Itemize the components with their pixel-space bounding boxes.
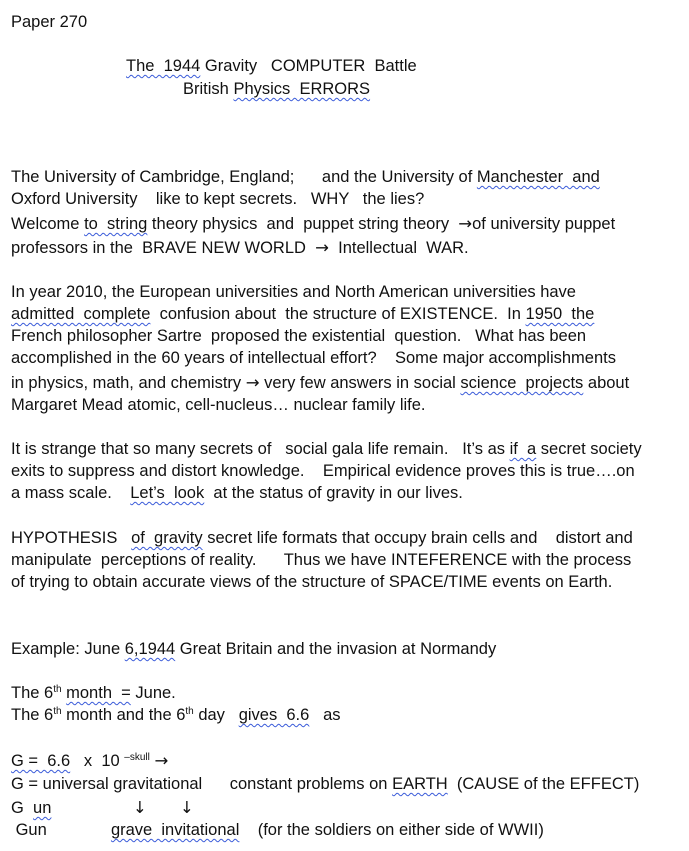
text: Intellectual WAR. bbox=[328, 239, 469, 257]
text: very few answers in social bbox=[259, 374, 461, 392]
spellcheck-underline: 6,1944 bbox=[124, 640, 176, 658]
spellcheck-underline: to string bbox=[84, 215, 148, 233]
paragraph-2-line-5 bbox=[11, 372, 629, 394]
text: x 10 bbox=[70, 752, 125, 770]
formula-line-2 bbox=[11, 773, 639, 795]
paragraph-2-line-1: In year 2010, the European universities and North American universities have bbox=[11, 283, 576, 301]
text: month and the 6 bbox=[61, 706, 186, 724]
text: at the status of gravity in our lives. bbox=[204, 484, 463, 502]
formula-line-4 bbox=[11, 819, 544, 841]
text: as bbox=[309, 706, 341, 724]
spellcheck-underline: if a bbox=[509, 440, 537, 458]
text: a mass scale. bbox=[11, 484, 131, 502]
text: day bbox=[193, 706, 239, 724]
spellcheck-underline: 1950 the bbox=[525, 305, 595, 323]
text: secret society bbox=[536, 440, 642, 458]
paragraph-3-line-3 bbox=[11, 482, 463, 504]
title-text: Gravity COMPUTER Battle bbox=[200, 57, 417, 75]
text: G bbox=[11, 799, 34, 817]
spellcheck-underline: month = bbox=[66, 684, 131, 702]
text: HYPOTHESIS bbox=[11, 529, 132, 547]
paragraph-2-line-3: French philosopher Sartre proposed the existential question. What has been bbox=[11, 327, 587, 345]
text: (for the soldiers on either side of WWII) bbox=[239, 821, 544, 839]
spellcheck-underline: Manchester and bbox=[476, 168, 600, 186]
text: secret life formats that occupy brain cells and distort and bbox=[202, 529, 633, 547]
text: professors in the BRAVE NEW WORLD bbox=[11, 239, 316, 257]
spellcheck-underline: of gravity bbox=[131, 529, 203, 547]
paragraph-3-line-2: exits to suppress and distort knowledge. Empirical evidence proves this is true….on bbox=[11, 462, 635, 480]
right-arrow-icon: → bbox=[315, 238, 329, 257]
document-title-line-2 bbox=[183, 78, 370, 100]
paragraph-4-line-3: of trying to obtain accurate views of the structure of SPACE/TIME events on Earth. bbox=[11, 573, 613, 591]
paragraph-4-line-2: manipulate perceptions of reality. Thus we have INTEFERENCE with the process bbox=[11, 551, 632, 569]
formula-line-1 bbox=[11, 750, 168, 772]
formula-line-3 bbox=[11, 797, 51, 819]
spellcheck-underline: Physics ERRORS bbox=[233, 80, 371, 98]
spellcheck-underline: admitted complete bbox=[11, 305, 151, 323]
paragraph-1-line-1 bbox=[11, 166, 600, 188]
paragraph-1-line-3 bbox=[11, 213, 615, 235]
text: Welcome bbox=[11, 215, 85, 233]
spellcheck-underline: un bbox=[33, 799, 52, 817]
paragraph-2-line-2 bbox=[11, 303, 594, 325]
month-line-2 bbox=[11, 704, 341, 726]
paragraph-4-line-1 bbox=[11, 527, 633, 549]
right-arrow-icon: → bbox=[458, 214, 473, 233]
down-arrow-icon: ↓ bbox=[180, 798, 194, 817]
down-arrow-icon: ↓ bbox=[133, 798, 147, 817]
right-arrow-icon: → bbox=[245, 373, 260, 392]
paragraph-2-line-4: accomplished in the 60 years of intellectual effort? Some major accomplishments bbox=[11, 349, 616, 367]
text: of university puppet bbox=[472, 215, 616, 233]
spellcheck-underline: G = 6.6 bbox=[11, 752, 71, 770]
paper-label: Paper 270 bbox=[11, 13, 88, 31]
text: G = universal gravitational constant problems on bbox=[11, 775, 393, 793]
text: It is strange that so many secrets of social gala life remain. It’s as bbox=[11, 440, 510, 458]
paragraph-1-line-2: Oxford University like to kept secrets. WHY the lies? bbox=[11, 190, 425, 208]
title-text: British bbox=[183, 80, 234, 98]
spellcheck-underline: gives 6.6 bbox=[238, 706, 310, 724]
spellcheck-underline: The 1944 bbox=[126, 57, 201, 75]
right-arrow-icon: → bbox=[154, 751, 169, 770]
text: Great Britain and the invasion at Normandy bbox=[175, 640, 497, 658]
text: theory physics and puppet string theory bbox=[147, 215, 459, 233]
text: about bbox=[583, 374, 630, 392]
text: The 6 bbox=[11, 684, 54, 702]
text: Example: June bbox=[11, 640, 125, 658]
spellcheck-underline: science projects bbox=[460, 374, 584, 392]
text: The 6 bbox=[11, 706, 54, 724]
document-title-line-1 bbox=[126, 55, 417, 77]
superscript: th bbox=[53, 706, 62, 717]
text: The University of Cambridge, England; and the University of bbox=[11, 168, 477, 186]
spellcheck-underline: EARTH bbox=[392, 775, 448, 793]
text: June. bbox=[130, 684, 176, 702]
example-line bbox=[11, 638, 496, 660]
text: confusion about the structure of EXISTENCE. In bbox=[150, 305, 526, 323]
superscript: th bbox=[53, 684, 62, 695]
paragraph-3-line-1 bbox=[11, 438, 642, 460]
superscript: –skull bbox=[124, 752, 150, 763]
spellcheck-underline: Let’s look bbox=[130, 484, 205, 502]
text: (CAUSE of the EFFECT) bbox=[447, 775, 640, 793]
spellcheck-underline: grave invitational bbox=[110, 821, 240, 839]
superscript: th bbox=[185, 706, 194, 717]
text: in physics, math, and chemistry bbox=[11, 374, 246, 392]
paragraph-1-line-4 bbox=[11, 237, 469, 259]
paragraph-2-line-6: Margaret Mead atomic, cell-nucleus… nuclear family life. bbox=[11, 396, 426, 414]
month-line-1 bbox=[11, 682, 176, 704]
text: Gun bbox=[11, 821, 111, 839]
